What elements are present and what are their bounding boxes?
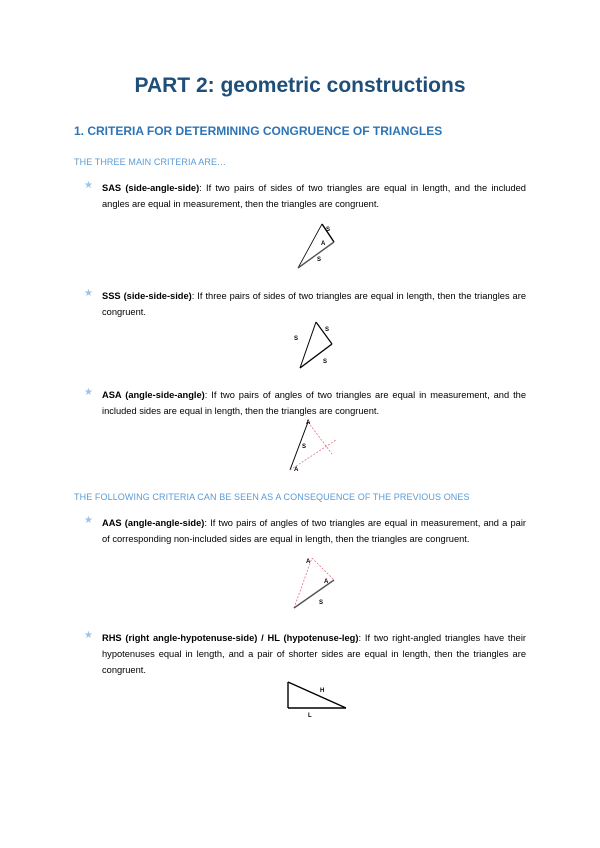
criterion-name: RHS (right angle-hypotenuse-side) / HL (hypotenuse-leg): [102, 633, 359, 643]
label-s: S: [325, 327, 330, 333]
sss-triangle-figure: [292, 318, 348, 374]
label-a: A: [321, 241, 326, 247]
criterion-name: AAS (angle-angle-side): [102, 518, 205, 528]
label-l: L: [308, 713, 312, 719]
rhs-triangle-figure: [284, 678, 352, 720]
label-a: A: [306, 420, 311, 426]
star-icon: ★: [84, 515, 93, 526]
label-a: A: [294, 467, 299, 473]
label-s: S: [323, 359, 328, 365]
aas-triangle-figure: [286, 552, 350, 614]
criterion-rhs: [84, 630, 526, 678]
label-s: S: [317, 257, 322, 263]
label-s: S: [319, 600, 324, 606]
criterion-name: SSS (side-side-side): [102, 291, 192, 301]
star-icon: ★: [84, 288, 93, 299]
criterion-asa: [84, 387, 526, 419]
criterion-text: ASA (angle-side-angle): If two pairs of angles of two triangles are equal in measurement, and the included sides are equal in length, then the triangles are congruent.: [102, 390, 526, 416]
label-a: A: [324, 579, 329, 585]
criterion-text: SAS (side-angle-side): If two pairs of sides of two triangles are equal in length, and the included angles are equal in measurement, then the triangles are congruent.: [102, 183, 526, 209]
page-title: PART 2: geometric constructions: [134, 74, 466, 97]
criterion-sss: [84, 288, 526, 320]
star-icon: ★: [84, 180, 93, 191]
criterion-name: SAS (side-angle-side): [102, 183, 200, 193]
label-a: A: [306, 559, 311, 565]
subhead-main-criteria: THE THREE MAIN CRITERIA ARE…: [74, 157, 227, 167]
label-s: S: [294, 336, 299, 342]
sas-triangle-figure: [288, 218, 348, 274]
subhead-following-criteria: THE FOLLOWING CRITERIA CAN BE SEEN AS A CONSEQUENCE OF THE PREVIOUS ONES: [74, 492, 470, 502]
criterion-text: AAS (angle-angle-side): If two pairs of angles of two triangles are equal in measurement, and a pair of corresponding non-included sides are equal in length, then the triangles are congruent.: [102, 518, 527, 544]
label-h: H: [320, 688, 325, 694]
criterion-aas: [84, 515, 526, 547]
criterion-text: SSS (side-side-side): If three pairs of sides of two triangles are equal in length, then the triangles are congruent.: [102, 291, 526, 317]
criterion-sas: [84, 180, 526, 212]
section-heading: 1. CRITERIA FOR DETERMINING CONGRUENCE OF TRIANGLES: [74, 124, 443, 138]
star-icon: ★: [84, 387, 93, 398]
asa-triangle-figure: [282, 418, 344, 480]
label-s: S: [302, 444, 307, 450]
criterion-name: ASA (angle-side-angle): [102, 390, 205, 400]
criterion-text: RHS (right angle-hypotenuse-side) / HL (hypotenuse-leg): If two right-angled triangles have their hypotenuses equal in length, and a pair of shorter sides are equal in length, then the triangles are congruent.: [102, 633, 527, 675]
label-s: S: [326, 227, 331, 233]
star-icon: ★: [84, 630, 93, 641]
